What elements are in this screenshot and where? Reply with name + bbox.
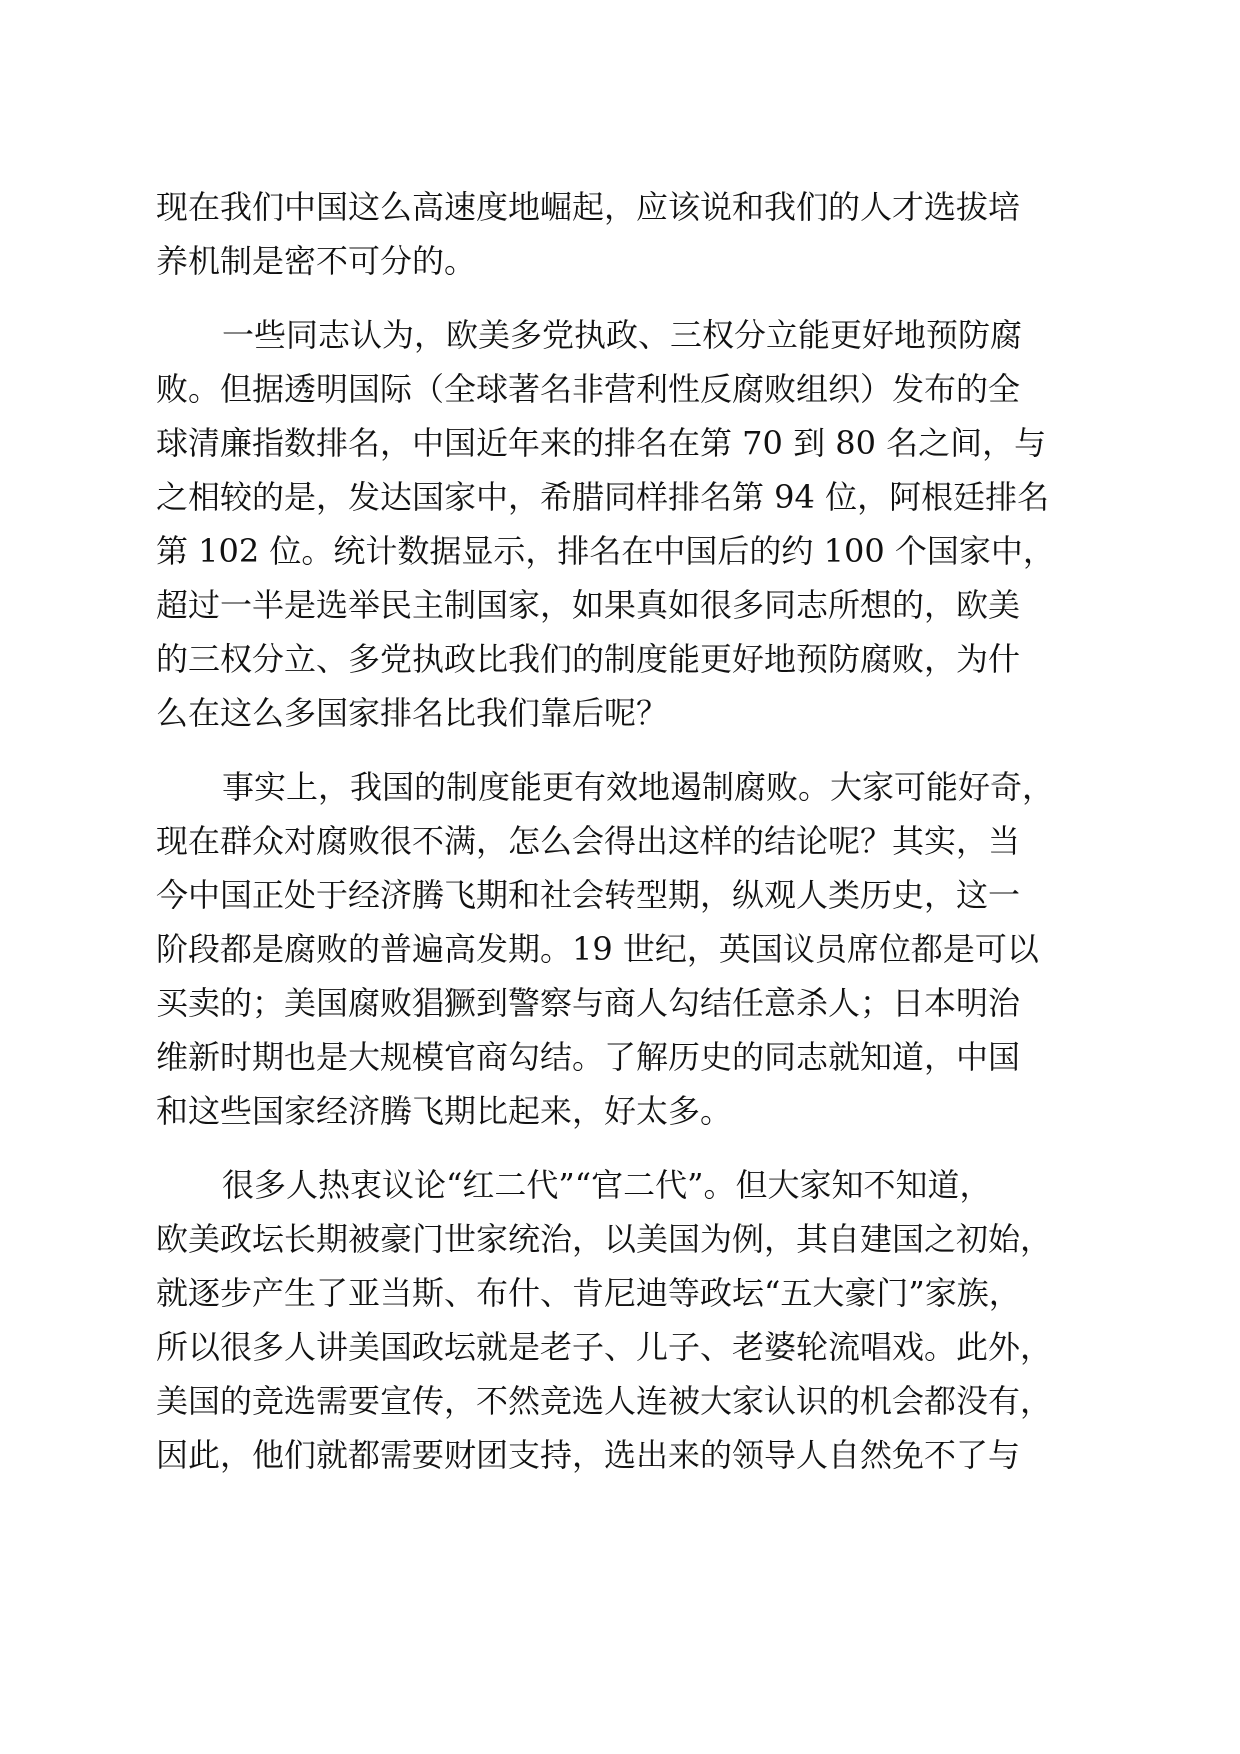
paragraph-3 xyxy=(156,760,1056,1138)
text-line: 今中国正处于经济腾飞期和社会转型期，纵观人类历史，这一 xyxy=(156,876,1021,914)
text-line: 所以很多人讲美国政坛就是老子、儿子、老婆轮流唱戏。此外， xyxy=(156,1328,1053,1366)
text-line: 养机制是密不可分的。 xyxy=(156,242,477,280)
text-line: 欧美政坛长期被豪门世家统治，以美国为例，其自建国之初始， xyxy=(156,1220,1053,1258)
text-line: 因此，他们就都需要财团支持，选出来的领导人自然免不了与 xyxy=(156,1436,1021,1474)
text-line: 和这些国家经济腾飞期比起来，好太多。 xyxy=(156,1092,733,1130)
text-line: 败。但据透明国际（全球著名非营利性反腐败组织）发布的全 xyxy=(156,370,1021,408)
text-line: 维新时期也是大规模官商勾结。了解历史的同志就知道，中国 xyxy=(156,1038,1021,1076)
paragraph-1 xyxy=(156,180,1056,288)
text-line: 阶段都是腐败的普遍高发期。19 世纪，英国议员席位都是可以 xyxy=(156,930,1039,968)
text-line: 球清廉指数排名，中国近年来的排名在第 70 到 80 名之间，与 xyxy=(156,424,1047,462)
text-line: 就逐步产生了亚当斯、布什、肯尼迪等政坛“五大豪门”家族， xyxy=(156,1274,1021,1312)
text-line: 买卖的；美国腐败猖獗到警察与商人勾结任意杀人；日本明治 xyxy=(156,984,1021,1022)
text-line: 美国的竞选需要宣传，不然竞选人连被大家认识的机会都没有， xyxy=(156,1382,1053,1420)
text-line: 第 102 位。统计数据显示，排名在中国后的约 100 个国家中， xyxy=(156,532,1055,570)
text-line: 很多人热衷议论“红二代”“官二代”。但大家知不知道， xyxy=(222,1166,992,1204)
text-line: 么在这么多国家排名比我们靠后呢？ xyxy=(156,694,669,732)
paragraph-2 xyxy=(156,308,1056,740)
body-text xyxy=(156,180,1056,1482)
text-line: 现在群众对腐败很不满，怎么会得出这样的结论呢？其实，当 xyxy=(156,822,1021,860)
text-line: 现在我们中国这么高速度地崛起，应该说和我们的人才选拔培 xyxy=(156,188,1021,226)
text-line: 超过一半是选举民主制国家，如果真如很多同志所想的，欧美 xyxy=(156,586,1021,624)
paragraph-4 xyxy=(156,1158,1056,1482)
text-line: 之相较的是，发达国家中，希腊同样排名第 94 位，阿根廷排名 xyxy=(156,478,1050,516)
text-line: 一些同志认为，欧美多党执政、三权分立能更好地预防腐 xyxy=(222,316,1023,354)
text-line: 事实上，我国的制度能更有效地遏制腐败。大家可能好奇， xyxy=(222,768,1055,806)
text-line: 的三权分立、多党执政比我们的制度能更好地预防腐败，为什 xyxy=(156,640,1021,678)
